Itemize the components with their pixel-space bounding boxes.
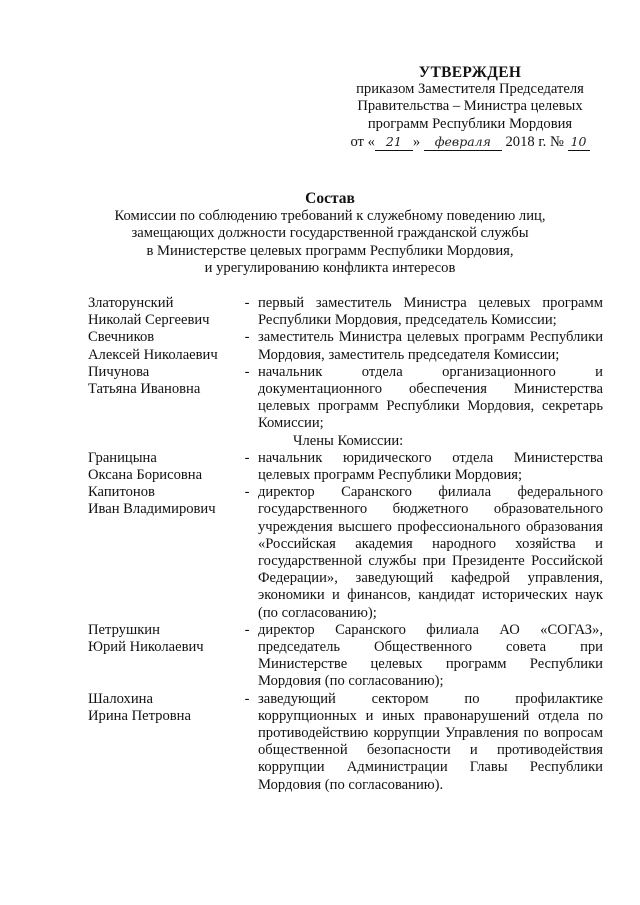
handwritten-day: 21 (375, 133, 413, 151)
member-surname: Шалохина (88, 690, 153, 707)
member-surname: Пичунова (88, 363, 150, 380)
member-role: заместитель Министра целевых программ Республики Мордовия, заместитель председателя Комиссии; (258, 329, 603, 363)
member-row (88, 450, 603, 484)
member-name (88, 450, 236, 484)
member-given-name: Алексей Николаевич (88, 346, 218, 363)
member-row (88, 622, 603, 691)
dash-separator: - (244, 295, 250, 311)
member-surname: Петрушкин (88, 621, 160, 638)
member-given-name: Иван Владимирович (88, 501, 216, 518)
approval-block (330, 64, 610, 151)
handwritten-order-number: 10 (568, 133, 590, 151)
member-role: начальник юридического отдела Министерства целевых программ Республики Мордовия; (258, 449, 603, 484)
member-row (88, 329, 603, 363)
member-name (88, 295, 236, 329)
member-surname: Свечников (88, 329, 155, 346)
member-given-name: Татьяна Ивановна (88, 381, 201, 398)
approval-title: УТВЕРЖДЕН (418, 64, 522, 81)
date-year: 2018 г. № (505, 133, 564, 150)
commission-list (88, 295, 603, 794)
member-role: заведующий сектором по профилактике коррупционных и иных правонарушений отдела по противодействию коррупции Управления по вопросам общественной безопасности и противодействия коррупции Администрации Главы Республики Мордовия (по согласованию). (258, 690, 603, 793)
member-role: директор Саранского филиала федерального государственного бюджетного образовательного учреждения высшего профессионального образования «Российская академия народного хозяйства и государственной службы при Президенте Российской Федерации», заведующий кафедрой управления, экономики и финансов, кандидат исторических наук (по согласованию); (258, 484, 603, 621)
dash-separator: - (244, 363, 250, 380)
member-name (88, 329, 236, 363)
member-row (88, 484, 603, 622)
approval-line: Правительства – Министра целевых (357, 98, 583, 115)
dash-separator: - (244, 690, 250, 707)
document-title: Состав (305, 190, 355, 207)
member-given-name: Ирина Петровна (88, 707, 191, 724)
heading-line: Комиссии по соблюдению требований к служебному поведению лиц, (114, 208, 546, 225)
approval-line: программ Республики Мордовия (367, 115, 573, 132)
member-name (88, 622, 236, 656)
member-role: начальник отдела организационного и документационного обеспечения Министерства целевых программ Республики Мордовия, секретарь Комиссии; (258, 363, 603, 432)
dash-separator: - (244, 329, 250, 346)
date-mid: » (412, 133, 421, 150)
members-subheading: Члены Комиссии: (293, 432, 404, 449)
member-role: первый заместитель Министра целевых программ Республики Мордовия, председатель Комиссии; (258, 295, 603, 329)
member-given-name: Николай Сергеевич (88, 312, 210, 329)
member-row (88, 691, 603, 794)
member-name (88, 484, 236, 518)
member-name (88, 691, 236, 725)
member-surname: Капитонов (88, 484, 155, 501)
member-surname: Златорунский (88, 295, 174, 311)
member-given-name: Юрий Николаевич (88, 639, 204, 656)
member-given-name: Оксана Борисовна (88, 467, 203, 484)
document-heading (40, 190, 620, 277)
date-prefix: от « (350, 133, 375, 150)
heading-line: замещающих должности государственной гражданской службы (131, 225, 529, 242)
heading-line: в Министерстве целевых программ Республики Мордовия, (146, 242, 514, 259)
member-surname: Границына (88, 449, 157, 466)
heading-line: и урегулированию конфликта интересов (204, 259, 456, 276)
member-role: директор Саранского филиала АО «СОГАЗ», председатель Общественного совета при Министерстве целевых программ Республики Мордовия (по согласованию); (258, 621, 603, 690)
approval-date-line (330, 133, 610, 151)
approval-line: приказом Заместителя Председателя (356, 81, 584, 98)
member-name (88, 364, 236, 398)
member-row (88, 364, 603, 433)
dash-separator: - (244, 484, 250, 501)
member-row (88, 295, 603, 329)
dash-separator: - (244, 621, 250, 638)
dash-separator: - (244, 449, 250, 466)
handwritten-month: февраля (424, 133, 502, 151)
